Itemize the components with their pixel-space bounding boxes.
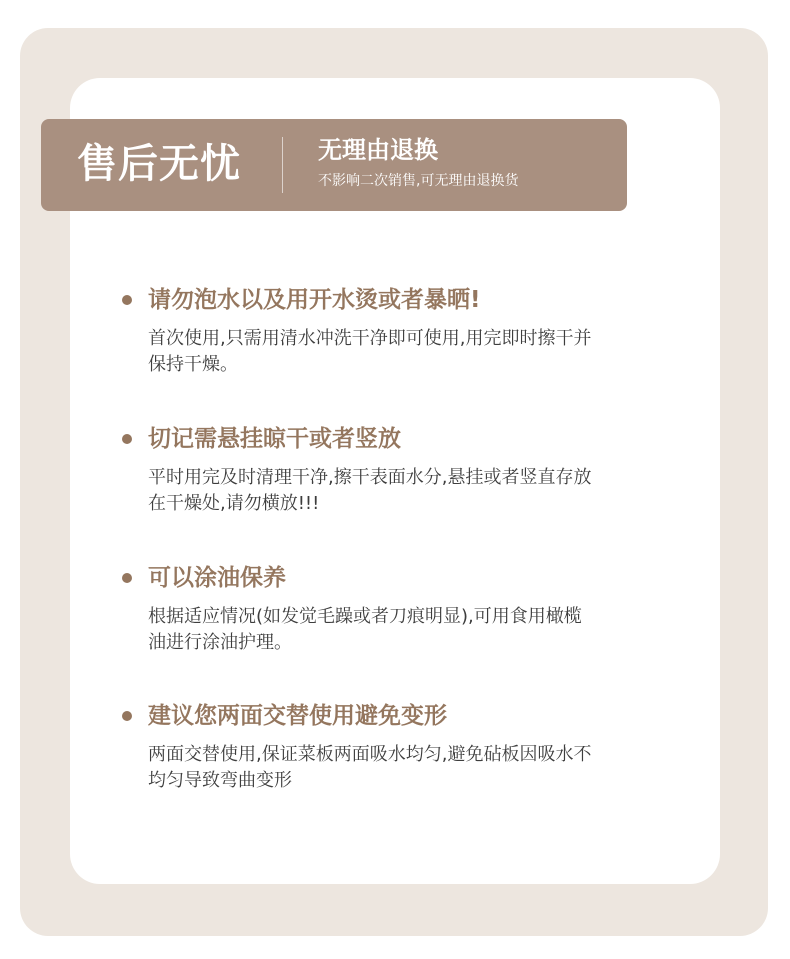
tip-body: [148, 742, 662, 794]
banner-title: 售后无忧: [77, 141, 241, 187]
after-sales-banner: [41, 119, 627, 211]
tip-body: [148, 465, 662, 517]
bullet-dot: [122, 434, 132, 444]
tip-heading: 建议您两面交替使用避免变形: [148, 703, 447, 729]
banner-note: 不影响二次销售,可无理由退换货: [318, 173, 519, 189]
tip-body-line: 两面交替使用,保证菜板两面吸水均匀,避免砧板因吸水不: [148, 744, 592, 765]
bullet-dot: [122, 295, 132, 305]
tip-body-line: 在干燥处,请勿横放!!!: [148, 493, 320, 514]
tip-body-line: 首次使用,只需用清水冲洗干净即可使用,用完即时擦干并: [148, 328, 592, 349]
tip-heading: 切记需悬挂晾干或者竖放: [148, 426, 401, 452]
tip-body-line: 平时用完及时清理干净,擦干表面水分,悬挂或者竖直存放: [148, 467, 592, 488]
tip-heading: 可以涂油保养: [148, 565, 286, 591]
banner-subtitle: 无理由退换: [318, 136, 438, 164]
tip-heading: 请勿泡水以及用开水烫或者暴晒!: [148, 287, 481, 313]
banner-divider: [282, 137, 283, 193]
tip-body-line: 油进行涂油护理。: [148, 632, 292, 653]
tip-body-line: 根据适应情况(如发觉毛躁或者刀痕明显),可用食用橄榄: [148, 606, 582, 627]
tip-body: [148, 326, 662, 378]
bullet-dot: [122, 573, 132, 583]
bullet-dot: [122, 711, 132, 721]
tip-body: [148, 604, 662, 656]
tip-body-line: 均匀导致弯曲变形: [148, 770, 292, 791]
tip-body-line: 保持干燥。: [148, 354, 238, 375]
